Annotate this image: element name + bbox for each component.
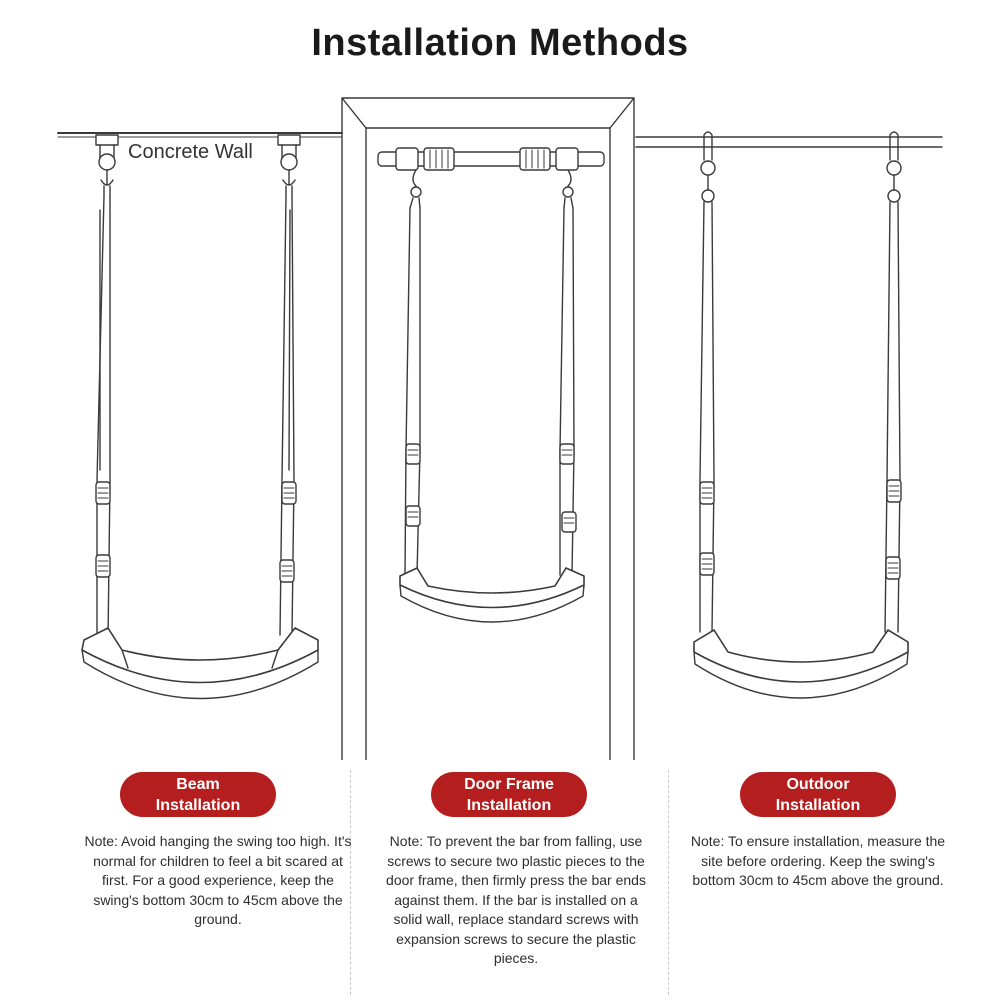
beam-installation-badge	[120, 772, 276, 817]
outdoor-installation-badge	[740, 772, 896, 817]
badge-line-1: Outdoor	[786, 775, 850, 793]
ceiling-hook	[278, 135, 300, 196]
ceiling-hook	[96, 135, 118, 196]
door-frame-installation-badge	[431, 772, 587, 817]
beam-installation-note: Note: Avoid hanging the swing too high. It's normal for children to feel a bit scared at first. For a good experience, keep the swing's bottom 30cm to 45cm above the ground.	[84, 833, 352, 927]
badge-line-2: Installation	[466, 796, 552, 814]
column-divider	[668, 770, 669, 995]
badge-line-2: Installation	[775, 796, 861, 814]
badge-line-1: Door Frame	[464, 775, 554, 793]
beam-illustration	[58, 133, 342, 699]
outdoor-illustration	[636, 132, 942, 698]
badge-line-1: Beam	[176, 775, 220, 793]
concrete-wall-label: Concrete Wall	[128, 141, 253, 163]
tension-bar	[378, 148, 604, 170]
door-frame-installation-note: Note: To prevent the bar from falling, use screws to secure two plastic pieces to the door frame, then firmly press the bar ends against them. If the bar is installed on a solid wall, replace standard screws with expansion screws to secure the plastic pieces.	[386, 833, 646, 966]
outdoor-installation-note: Note: To ensure installation, measure the site before ordering. Keep the swing's bottom 30cm to 45cm above the ground.	[690, 833, 946, 888]
badge-line-2: Installation	[155, 796, 241, 814]
door-frame-illustration	[342, 98, 634, 760]
page-title: Installation Methods	[311, 22, 689, 64]
